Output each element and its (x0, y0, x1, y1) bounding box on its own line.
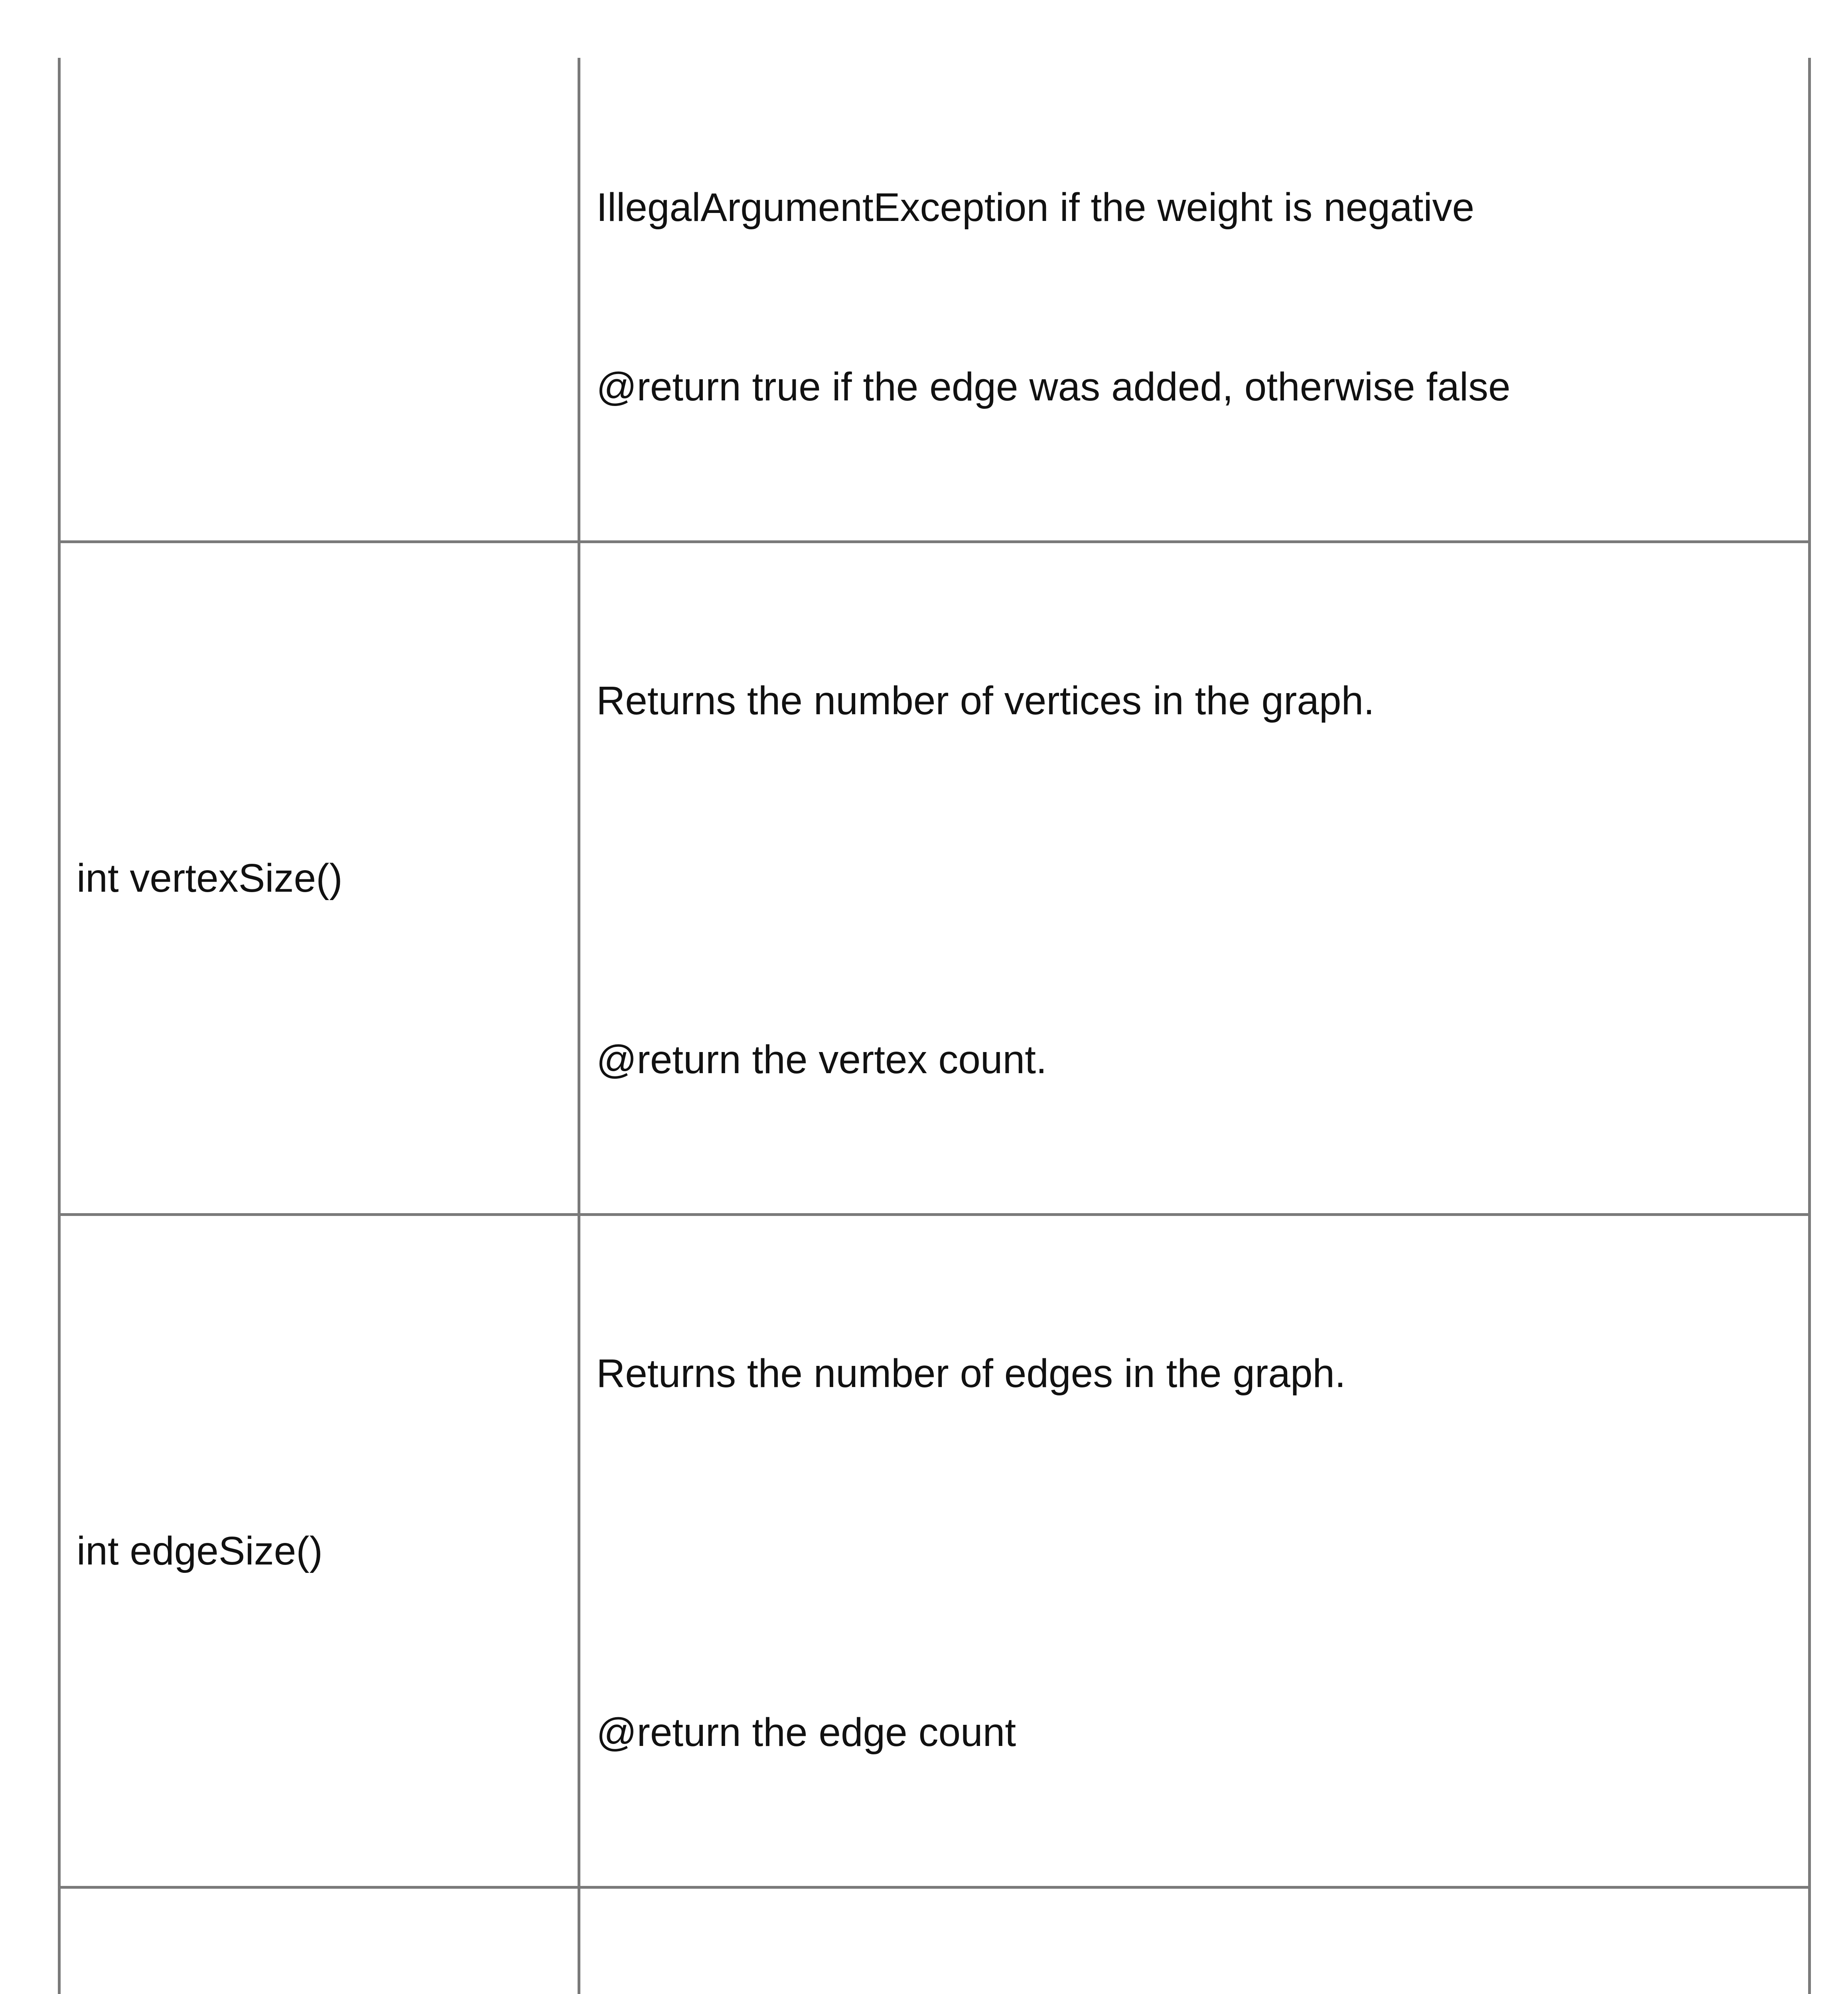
method-description (579, 1888, 1810, 1994)
method-description (579, 1215, 1810, 1888)
table-row (59, 1215, 1810, 1888)
method-signature: int vertexSize() (59, 542, 579, 1215)
description-line: Returns the number of edges in the graph. (596, 1351, 1346, 1396)
method-signature (59, 58, 579, 542)
method-table-body (59, 58, 1810, 1994)
description-spacer (596, 850, 1792, 910)
description-line: @return the edge count (596, 1710, 1016, 1755)
description-line: IllegalArgumentException if the weight is negative (596, 185, 1475, 230)
description-spacer (596, 1523, 1792, 1583)
description-line: Returns the number of vertices in the graph. (596, 678, 1375, 723)
method-signature (59, 1888, 579, 1994)
table-row (59, 58, 1810, 542)
method-description (579, 58, 1810, 542)
description-line: @return the vertex count. (596, 1037, 1047, 1082)
table-row (59, 1888, 1810, 1994)
method-description (579, 542, 1810, 1215)
method-table (58, 58, 1811, 1994)
method-signature: int edgeSize() (59, 1215, 579, 1888)
table-row (59, 542, 1810, 1215)
description-line: @return true if the edge was added, otherwise false (596, 365, 1511, 409)
